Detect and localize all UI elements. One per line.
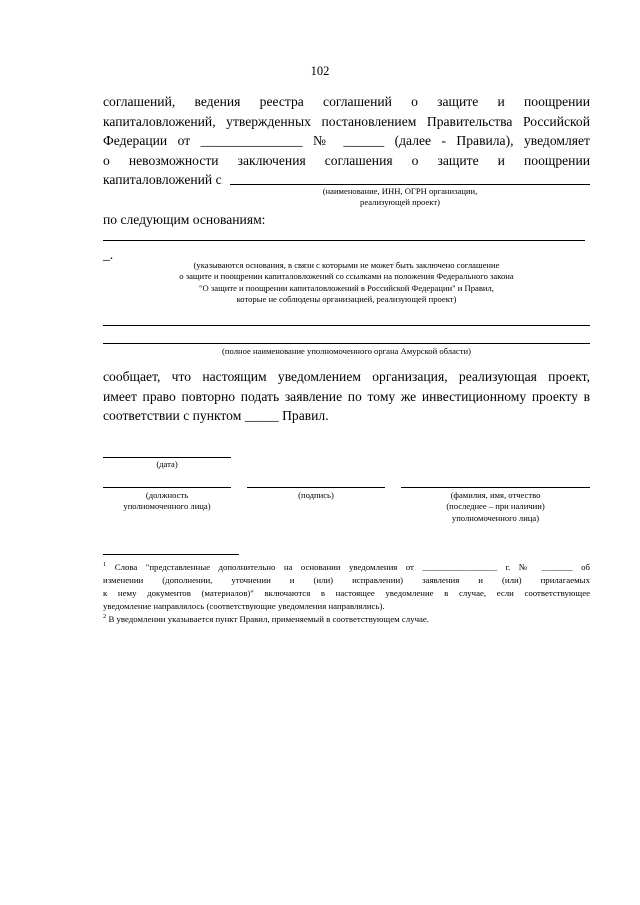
authority-line-1: [103, 325, 590, 326]
grounds-caption-3: "О защите и поощрении капиталовложений в Российской Федерации" и Правил,: [199, 282, 494, 293]
date-caption: (дата): [156, 459, 178, 469]
authority-caption: (полное наименование уполномоченного органа Амурской области): [222, 346, 471, 356]
position-caption-1: (должность: [145, 490, 189, 500]
footnote-1-line-1: [103, 562, 590, 573]
grounds-line-1: [103, 240, 585, 241]
footnote-1-line-4: уведомление направлялось (соответствующие уведомления направлялись).: [103, 601, 385, 611]
grounds-caption-2: о защите и поощрении капиталовложений со ссылками на положения Федерального закона: [179, 271, 514, 282]
footnote-1-line-3: к нему документов (материалов)" включаются в настоящее уведомление в случае, если соответствующее: [103, 588, 590, 598]
name-line: [401, 487, 590, 488]
grounds-caption-1: (указываются основания, в связи с которыми не может быть заключено соглашение: [193, 260, 500, 270]
org-caption-1: (наименование, ИНН, ОГРН организации,: [322, 186, 478, 196]
footnote-separator: [103, 554, 239, 555]
footnote-2: [103, 614, 590, 625]
signature-caption: (подпись): [298, 490, 334, 500]
body-line-3: соответствии с пунктом _____ Правил.: [103, 408, 329, 424]
grounds-caption-4: которые не соблюдены организацией, реализующей проект): [236, 294, 457, 305]
intro-line-2: капиталовложений, утвержденных постановлением Правительства Российской: [103, 113, 590, 129]
signature-line: [247, 487, 385, 488]
org-name-line: [230, 184, 590, 185]
grounds-line-end: _.: [103, 247, 114, 262]
footnote-2-mark: 2: [103, 613, 107, 621]
footnote-2-text: В уведомлении указывается пункт Правил, применяемый в соответствующем случае.: [108, 614, 430, 624]
date-line: [103, 457, 231, 458]
page-number: 102: [310, 64, 330, 78]
intro-line-4: о невозможности заключения соглашения о защите и поощрении: [103, 152, 590, 168]
name-caption-1: (фамилия, имя, отчество: [450, 490, 541, 500]
intro-line-3: Федерации от _______________ № ______ (далее - Правила), уведомляет: [103, 133, 590, 149]
intro-line-5: капиталовложений с: [103, 172, 222, 188]
footnote-1-mark: 1: [103, 561, 107, 569]
grounds-label: по следующим основаниям:: [103, 212, 266, 227]
body-line-1: сообщает, что настоящим уведомлением организация, реализующая проект,: [103, 369, 590, 384]
position-caption-2: уполномоченного лица): [123, 501, 211, 512]
org-caption-2: реализующей проект): [360, 197, 440, 208]
intro-line-1: соглашений, ведения реестра соглашений о защите и поощрении: [103, 94, 590, 109]
name-caption-3: уполномоченного лица): [451, 512, 540, 523]
name-caption-2: (последнее – при наличии): [446, 501, 545, 512]
position-line: [103, 487, 231, 488]
footnote-1-line-2: изменении (дополнении, уточнении и (или) исправлении) заявления и (или) прилагаемых: [103, 575, 590, 585]
footnote-1-text-1: Слова "представленные дополнительно на основании уведомления от _________________ г. № _______ об: [114, 562, 590, 572]
body-line-2: имеет право повторно подать заявление по тому же инвестиционному проекту в: [103, 388, 590, 404]
authority-line-2: [103, 343, 590, 344]
